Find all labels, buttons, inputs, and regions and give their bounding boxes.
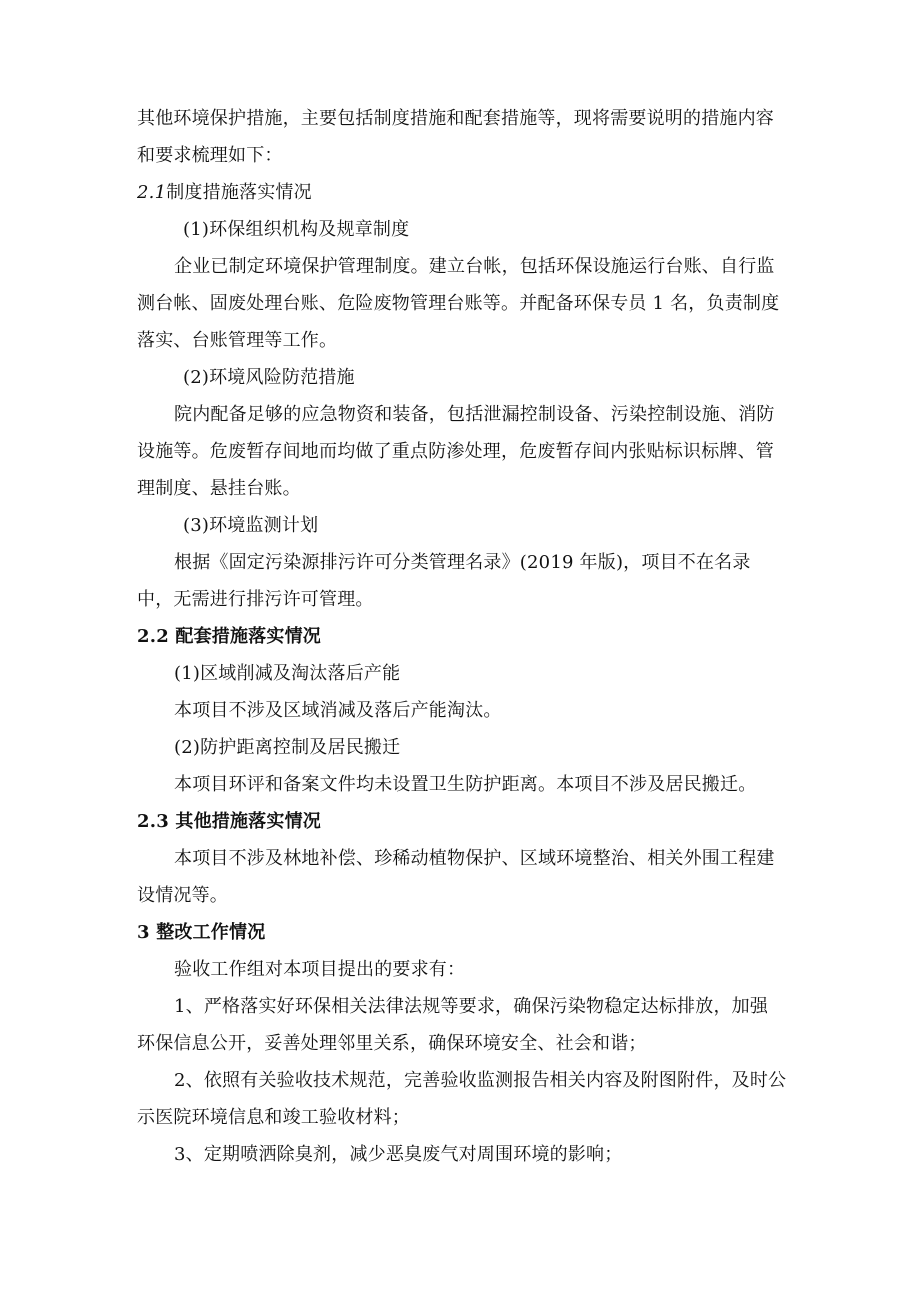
section-2-3-text-line2: 设情况等。 [137,885,228,906]
item-1-heading: (1)环保组织机构及规章制度 [183,219,410,240]
item-2-heading: (2)环境风险防范措施 [183,367,355,388]
item-2-text-line3: 理制度、悬挂台账。 [137,478,301,499]
section-2-2-item-2-text: 本项目环评和备案文件均未设置卫生防护距离。本项目不涉及居民搬迁。 [174,774,757,795]
section-2-2-heading: 2.2 配套措施落实情况 [137,626,321,647]
requirement-1-line1: 1、严格落实好环保相关法律法规等要求，确保污染物稳定达标排放，加强 [174,996,769,1017]
requirement-3-line1: 3、定期喷洒除臭剂，减少恶臭废气对周围环境的影响； [174,1144,623,1165]
section-2-1-heading [137,182,312,204]
section-2-1-number: 2.1 [137,182,167,203]
requirement-1-line2: 环保信息公开，妥善处理邻里关系，确保环境安全、社会和谐； [137,1033,647,1054]
section-2-2-item-1-heading: (1)区域削减及淘汰落后产能 [174,663,401,684]
item-1-text-line2: 测台帐、固废处理台账、危险废物管理台账等。并配备环保专员 1 名，负责制度 [137,293,780,314]
item-1-text-line1: 企业已制定环境保护管理制度。建立台帐，包括环保设施运行台账、自行监 [174,256,775,277]
intro-text-line2: 和要求梳理如下： [137,145,283,166]
section-2-3-heading: 2.3 其他措施落实情况 [137,811,321,832]
requirement-2-line2: 示医院环境信息和竣工验收材料； [137,1107,410,1128]
section-2-2-item-2-heading: (2)防护距离控制及居民搬迁 [174,737,401,758]
item-3-text-line2: 中，无需进行排污许可管理。 [137,589,374,610]
item-1-text-line3: 落实、台账管理等工作。 [137,330,338,351]
item-3-text-line1: 根据《固定污染源排污许可分类管理名录》(2019 年版)，项目不在名录 [174,552,751,573]
requirement-2-line1: 2、依照有关验收技术规范，完善验收监测报告相关内容及附图附件，及时公 [174,1070,787,1091]
section-3-heading: 3 整改工作情况 [137,922,266,943]
item-2-text-line1: 院内配备足够的应急物资和装备，包括泄漏控制设备、污染控制设施、消防 [174,404,775,425]
item-2-text-line2: 设施等。危废暂存间地而均做了重点防渗处理，危废暂存间内张贴标识标牌、管 [137,441,774,462]
section-3-intro: 验收工作组对本项目提出的要求有： [174,959,466,980]
intro-text-line1: 其他环境保护措施，主要包括制度措施和配套措施等，现将需要说明的措施内容 [137,108,774,129]
section-2-3-text-line1: 本项目不涉及林地补偿、珍稀动植物保护、区域环境整治、相关外围工程建 [174,848,775,869]
section-2-1-title: 制度措施落实情况 [166,182,312,203]
item-3-heading: (3)环境监测计划 [183,515,319,536]
section-2-2-item-1-text: 本项目不涉及区域消减及落后产能淘汰。 [174,700,502,721]
